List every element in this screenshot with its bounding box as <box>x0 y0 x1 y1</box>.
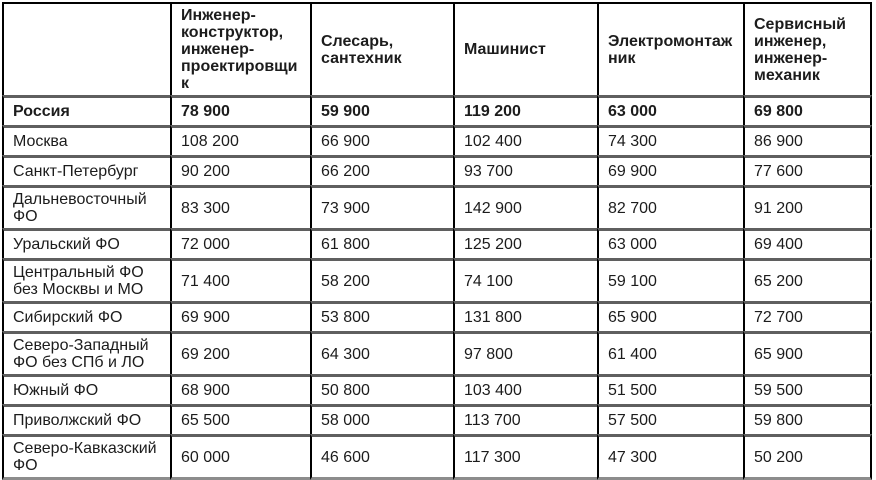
column-header: Сервисный инженер, инженер-механик <box>743 4 872 95</box>
salary-cell: 68 900 <box>170 374 310 404</box>
salary-cell: 77 600 <box>743 155 872 185</box>
salary-cell: 69 200 <box>170 331 310 374</box>
corner-header-cell <box>2 4 170 95</box>
region-cell: Россия <box>2 95 170 125</box>
salary-cell: 65 500 <box>170 404 310 434</box>
salary-cell: 58 000 <box>310 404 453 434</box>
region-cell: Санкт-Петербург <box>2 155 170 185</box>
salary-cell: 57 500 <box>597 404 743 434</box>
salary-cell: 47 300 <box>597 434 743 480</box>
salary-cell: 69 800 <box>743 95 872 125</box>
salary-cell: 86 900 <box>743 125 872 155</box>
salary-cell: 83 300 <box>170 185 310 228</box>
region-cell: Северо-Кавказский ФО <box>2 434 170 480</box>
salary-cell: 63 000 <box>597 228 743 258</box>
salary-cell: 125 200 <box>453 228 597 258</box>
salary-cell: 53 800 <box>310 301 453 331</box>
salary-cell: 117 300 <box>453 434 597 480</box>
salary-cell: 65 900 <box>597 301 743 331</box>
salary-cell: 90 200 <box>170 155 310 185</box>
table-row <box>2 228 872 258</box>
salary-cell: 72 700 <box>743 301 872 331</box>
salary-cell: 50 800 <box>310 374 453 404</box>
salary-cell: 93 700 <box>453 155 597 185</box>
region-cell: Сибирский ФО <box>2 301 170 331</box>
salary-cell: 91 200 <box>743 185 872 228</box>
region-cell: Северо-Западный ФО без СПб и ЛО <box>2 331 170 374</box>
column-header: Инженер-конструктор, инженер-проектировщик <box>170 4 310 95</box>
salary-cell: 59 100 <box>597 258 743 301</box>
table-row <box>2 374 872 404</box>
salary-cell: 131 800 <box>453 301 597 331</box>
salary-cell: 69 400 <box>743 228 872 258</box>
salary-cell: 61 400 <box>597 331 743 374</box>
table-row <box>2 301 872 331</box>
salary-table <box>2 2 872 480</box>
table-row <box>2 95 872 125</box>
salary-cell: 74 300 <box>597 125 743 155</box>
region-cell: Москва <box>2 125 170 155</box>
table-row <box>2 125 872 155</box>
salary-cell: 66 200 <box>310 155 453 185</box>
salary-cell: 74 100 <box>453 258 597 301</box>
salary-cell: 60 000 <box>170 434 310 480</box>
salary-cell: 108 200 <box>170 125 310 155</box>
salary-cell: 113 700 <box>453 404 597 434</box>
region-cell: Центральный ФО без Москвы и МО <box>2 258 170 301</box>
salary-cell: 59 500 <box>743 374 872 404</box>
header-row <box>2 4 872 95</box>
salary-cell: 59 900 <box>310 95 453 125</box>
table-row <box>2 258 872 301</box>
salary-cell: 71 400 <box>170 258 310 301</box>
column-header: Слесарь, сантехник <box>310 4 453 95</box>
page <box>0 2 876 474</box>
salary-cell: 142 900 <box>453 185 597 228</box>
salary-cell: 63 000 <box>597 95 743 125</box>
salary-cell: 73 900 <box>310 185 453 228</box>
salary-cell: 58 200 <box>310 258 453 301</box>
salary-cell: 51 500 <box>597 374 743 404</box>
region-cell: Уральский ФО <box>2 228 170 258</box>
table-row <box>2 404 872 434</box>
region-cell: Южный ФО <box>2 374 170 404</box>
salary-cell: 46 600 <box>310 434 453 480</box>
table-header <box>2 4 872 95</box>
table-row <box>2 155 872 185</box>
column-header: Электромонтаж​ник <box>597 4 743 95</box>
salary-cell: 69 900 <box>597 155 743 185</box>
salary-cell: 69 900 <box>170 301 310 331</box>
column-header: Машинист <box>453 4 597 95</box>
table-row <box>2 185 872 228</box>
salary-cell: 59 800 <box>743 404 872 434</box>
salary-cell: 72 000 <box>170 228 310 258</box>
table-row <box>2 434 872 480</box>
salary-cell: 97 800 <box>453 331 597 374</box>
region-cell: Дальневосточный ФО <box>2 185 170 228</box>
salary-cell: 82 700 <box>597 185 743 228</box>
salary-cell: 61 800 <box>310 228 453 258</box>
salary-cell: 103 400 <box>453 374 597 404</box>
salary-cell: 65 900 <box>743 331 872 374</box>
salary-cell: 66 900 <box>310 125 453 155</box>
table-row <box>2 331 872 374</box>
salary-cell: 78 900 <box>170 95 310 125</box>
salary-cell: 65 200 <box>743 258 872 301</box>
region-cell: Приволжский ФО <box>2 404 170 434</box>
salary-cell: 119 200 <box>453 95 597 125</box>
salary-cell: 64 300 <box>310 331 453 374</box>
salary-cell: 102 400 <box>453 125 597 155</box>
table-body <box>2 95 872 480</box>
salary-cell: 50 200 <box>743 434 872 480</box>
